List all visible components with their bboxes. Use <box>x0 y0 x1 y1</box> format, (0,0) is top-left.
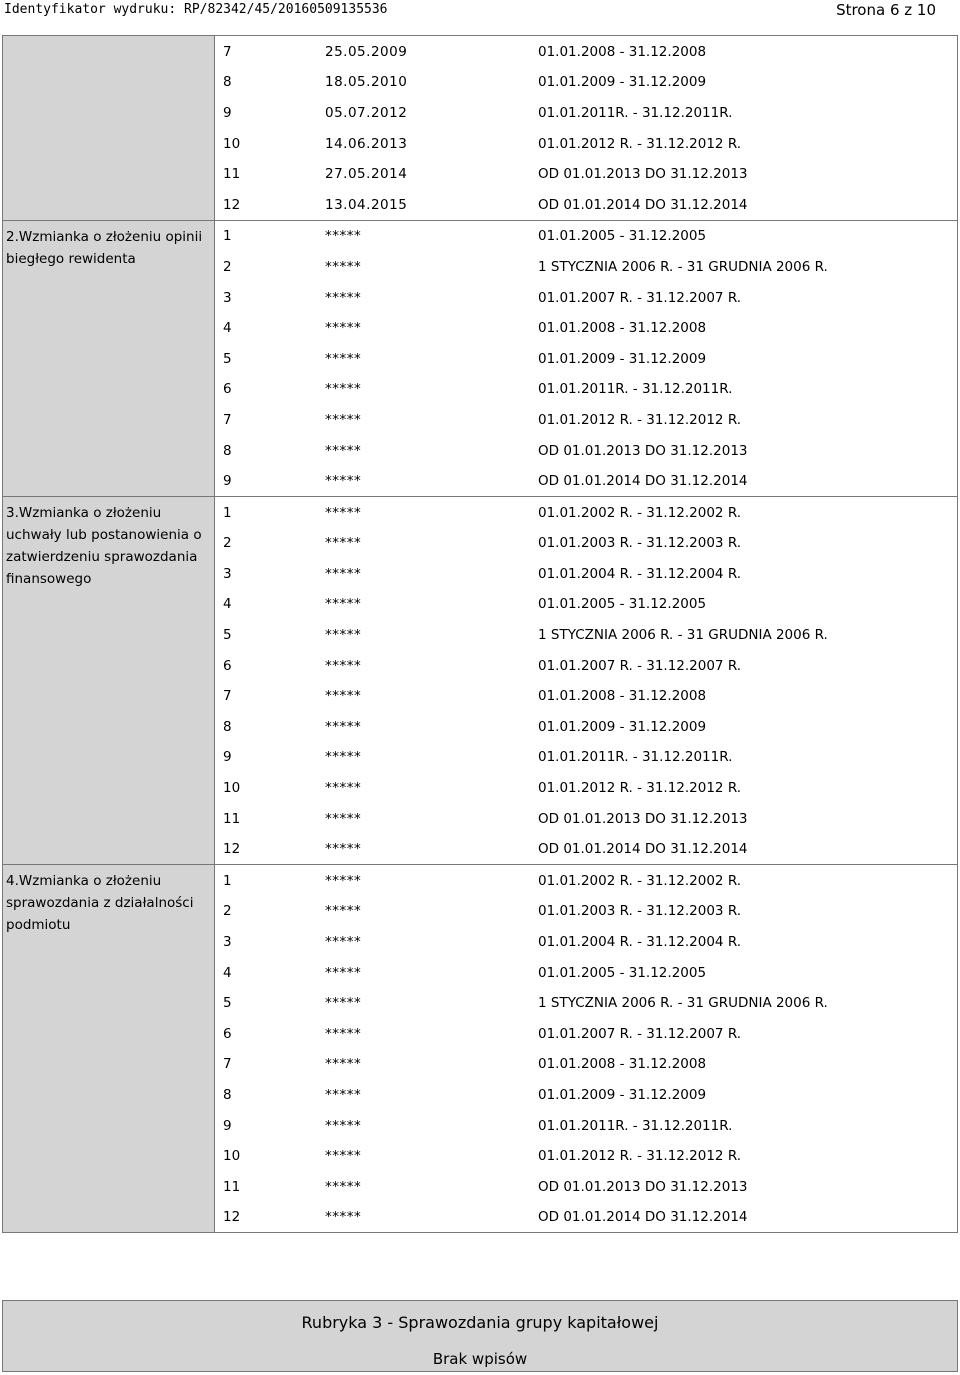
row-value: ***** <box>325 596 362 613</box>
row-value: ***** <box>325 228 362 245</box>
row-period: OD 01.01.2014 DO 31.12.2014 <box>538 196 748 213</box>
table-row <box>215 67 957 98</box>
row-number: 6 <box>223 1025 232 1042</box>
row-number: 7 <box>223 688 232 705</box>
table-row <box>215 772 957 803</box>
row-number: 12 <box>223 1209 241 1226</box>
row-number: 8 <box>223 1086 232 1103</box>
row-period: 01.01.2004 R. - 31.12.2004 R. <box>538 565 742 582</box>
row-period: 01.01.2012 R. - 31.12.2012 R. <box>538 135 742 152</box>
row-number: 9 <box>223 749 232 766</box>
table-row <box>215 987 957 1018</box>
table-row <box>215 189 957 220</box>
table-row <box>215 158 957 189</box>
table-row <box>215 528 957 559</box>
row-period: 01.01.2012 R. - 31.12.2012 R. <box>538 411 742 428</box>
row-number: 8 <box>223 718 232 735</box>
row-period: 01.01.2005 - 31.12.2005 <box>538 964 707 981</box>
row-period: OD 01.01.2013 DO 31.12.2013 <box>538 442 748 459</box>
row-number: 5 <box>223 627 232 644</box>
row-period: 01.01.2008 - 31.12.2008 <box>538 688 707 705</box>
row-value: ***** <box>325 995 362 1012</box>
rubryka-status: Brak wpisów <box>432 1350 528 1368</box>
page-number: Strona 6 z 10 <box>836 1 936 19</box>
table-row <box>215 1079 957 1110</box>
table-row <box>215 128 957 159</box>
row-value: ***** <box>325 964 362 981</box>
table-row <box>215 1140 957 1171</box>
table-row <box>215 1202 957 1233</box>
row-number: 10 <box>223 780 241 797</box>
row-period: OD 01.01.2013 DO 31.12.2013 <box>538 1178 748 1195</box>
row-value: ***** <box>325 1056 362 1073</box>
row-period: 01.01.2009 - 31.12.2009 <box>538 74 707 91</box>
row-period: 01.01.2009 - 31.12.2009 <box>538 1086 707 1103</box>
table-row <box>215 926 957 957</box>
section-label: 4.Wzmianka o złożeniu sprawozdania z działalności podmiotu <box>3 865 215 1232</box>
table-row <box>215 1049 957 1080</box>
row-number: 10 <box>223 1148 241 1165</box>
row-value: ***** <box>325 442 362 459</box>
row-number: 12 <box>223 196 241 213</box>
row-value: ***** <box>325 688 362 705</box>
table-row <box>215 404 957 435</box>
row-value: ***** <box>325 780 362 797</box>
print-identifier: Identyfikator wydruku: RP/82342/45/20160509135536 <box>4 2 388 17</box>
row-value: ***** <box>325 1086 362 1103</box>
section-rows <box>215 865 957 1232</box>
row-number: 9 <box>223 1117 232 1134</box>
row-number: 4 <box>223 320 232 337</box>
row-period: 01.01.2003 R. - 31.12.2003 R. <box>538 903 742 920</box>
table-row <box>215 865 957 896</box>
table-row <box>215 896 957 927</box>
rubryka-3-box <box>2 1300 958 1372</box>
row-value: ***** <box>325 258 362 275</box>
row-value: ***** <box>325 1025 362 1042</box>
row-value: ***** <box>325 350 362 367</box>
table-row <box>215 374 957 405</box>
row-value: ***** <box>325 872 362 889</box>
row-number: 7 <box>223 1056 232 1073</box>
row-number: 2 <box>223 535 232 552</box>
table-row <box>215 833 957 864</box>
table-row <box>215 435 957 466</box>
row-value: ***** <box>325 934 362 951</box>
row-number: 12 <box>223 841 241 858</box>
row-value: ***** <box>325 1117 362 1134</box>
row-number: 2 <box>223 258 232 275</box>
row-value: ***** <box>325 657 362 674</box>
row-number: 1 <box>223 504 232 521</box>
row-number: 7 <box>223 411 232 428</box>
table-section <box>3 496 957 864</box>
row-period: 1 STYCZNIA 2006 R. - 31 GRUDNIA 2006 R. <box>538 995 828 1012</box>
row-period: 01.01.2011R. - 31.12.2011R. <box>538 104 733 121</box>
row-value: 13.04.2015 <box>325 196 408 213</box>
table-section <box>3 864 957 1232</box>
table-row <box>215 680 957 711</box>
row-period: 1 STYCZNIA 2006 R. - 31 GRUDNIA 2006 R. <box>538 258 828 275</box>
table-row <box>215 36 957 67</box>
section-rows <box>215 36 957 220</box>
rubryka-title: Rubryka 3 - Sprawozdania grupy kapitałowej <box>301 1313 659 1332</box>
row-period: OD 01.01.2014 DO 31.12.2014 <box>538 1209 748 1226</box>
row-number: 4 <box>223 964 232 981</box>
row-number: 11 <box>223 810 241 827</box>
row-value: ***** <box>325 411 362 428</box>
table-row <box>215 282 957 313</box>
row-period: 01.01.2009 - 31.12.2009 <box>538 350 707 367</box>
row-value: ***** <box>325 289 362 306</box>
row-number: 1 <box>223 228 232 245</box>
row-number: 5 <box>223 995 232 1012</box>
row-period: 01.01.2005 - 31.12.2005 <box>538 228 707 245</box>
row-period: 01.01.2009 - 31.12.2009 <box>538 718 707 735</box>
row-number: 4 <box>223 596 232 613</box>
row-period: 01.01.2008 - 31.12.2008 <box>538 43 707 60</box>
row-period: 01.01.2011R. - 31.12.2011R. <box>538 749 733 766</box>
row-period: 01.01.2012 R. - 31.12.2012 R. <box>538 780 742 797</box>
row-period: 01.01.2007 R. - 31.12.2007 R. <box>538 657 742 674</box>
row-value: ***** <box>325 1148 362 1165</box>
table-row <box>215 711 957 742</box>
row-period: 01.01.2011R. - 31.12.2011R. <box>538 381 733 398</box>
table-row <box>215 803 957 834</box>
table-section <box>3 36 957 220</box>
row-value: ***** <box>325 810 362 827</box>
row-value: 05.07.2012 <box>325 104 408 121</box>
row-value: ***** <box>325 903 362 920</box>
table-row <box>215 1171 957 1202</box>
row-number: 5 <box>223 350 232 367</box>
section-label <box>3 36 215 220</box>
table-row <box>215 589 957 620</box>
row-number: 3 <box>223 934 232 951</box>
row-value: 27.05.2014 <box>325 166 408 183</box>
row-value: 14.06.2013 <box>325 135 408 152</box>
row-number: 9 <box>223 473 232 490</box>
row-period: 01.01.2004 R. - 31.12.2004 R. <box>538 934 742 951</box>
row-value: ***** <box>325 1178 362 1195</box>
row-value: ***** <box>325 841 362 858</box>
row-period: OD 01.01.2013 DO 31.12.2013 <box>538 166 748 183</box>
row-value: ***** <box>325 627 362 644</box>
row-value: ***** <box>325 565 362 582</box>
row-period: 01.01.2012 R. - 31.12.2012 R. <box>538 1148 742 1165</box>
row-number: 7 <box>223 43 232 60</box>
table-row <box>215 251 957 282</box>
row-number: 8 <box>223 74 232 91</box>
row-period: 01.01.2005 - 31.12.2005 <box>538 596 707 613</box>
row-number: 2 <box>223 903 232 920</box>
row-number: 1 <box>223 872 232 889</box>
row-period: 01.01.2011R. - 31.12.2011R. <box>538 1117 733 1134</box>
row-period: 01.01.2008 - 31.12.2008 <box>538 320 707 337</box>
row-period: 01.01.2003 R. - 31.12.2003 R. <box>538 535 742 552</box>
row-value: ***** <box>325 535 362 552</box>
row-period: OD 01.01.2013 DO 31.12.2013 <box>538 810 748 827</box>
row-number: 8 <box>223 442 232 459</box>
table-row <box>215 312 957 343</box>
row-period: 01.01.2002 R. - 31.12.2002 R. <box>538 504 742 521</box>
table-section <box>3 220 957 496</box>
row-number: 11 <box>223 166 241 183</box>
table-row <box>215 221 957 252</box>
row-number: 6 <box>223 657 232 674</box>
table-row <box>215 742 957 773</box>
table-row <box>215 1018 957 1049</box>
row-value: ***** <box>325 1209 362 1226</box>
row-value: ***** <box>325 718 362 735</box>
registry-table <box>2 35 958 1233</box>
row-value: ***** <box>325 749 362 766</box>
print-header <box>0 0 960 20</box>
row-value: ***** <box>325 504 362 521</box>
table-row <box>215 619 957 650</box>
row-period: 01.01.2008 - 31.12.2008 <box>538 1056 707 1073</box>
section-label: 3.Wzmianka o złożeniu uchwały lub postanowienia o zatwierdzeniu sprawozdania finansowego <box>3 497 215 864</box>
table-row <box>215 650 957 681</box>
row-number: 3 <box>223 289 232 306</box>
row-period: 01.01.2007 R. - 31.12.2007 R. <box>538 1025 742 1042</box>
row-value: 25.05.2009 <box>325 43 408 60</box>
section-rows <box>215 497 957 864</box>
row-period: OD 01.01.2014 DO 31.12.2014 <box>538 841 748 858</box>
row-number: 10 <box>223 135 241 152</box>
row-number: 3 <box>223 565 232 582</box>
row-period: 01.01.2002 R. - 31.12.2002 R. <box>538 872 742 889</box>
row-number: 11 <box>223 1178 241 1195</box>
row-value: ***** <box>325 473 362 490</box>
table-row <box>215 465 957 496</box>
row-period: OD 01.01.2014 DO 31.12.2014 <box>538 473 748 490</box>
table-row <box>215 1110 957 1141</box>
table-row <box>215 97 957 128</box>
row-value: ***** <box>325 320 362 337</box>
table-row <box>215 558 957 589</box>
row-number: 6 <box>223 381 232 398</box>
section-rows <box>215 221 957 496</box>
row-value: 18.05.2010 <box>325 74 408 91</box>
row-number: 9 <box>223 104 232 121</box>
section-label: 2.Wzmianka o złożeniu opinii biegłego rewidenta <box>3 221 215 496</box>
table-row <box>215 497 957 528</box>
table-row <box>215 957 957 988</box>
row-period: 01.01.2007 R. - 31.12.2007 R. <box>538 289 742 306</box>
row-value: ***** <box>325 381 362 398</box>
row-period: 1 STYCZNIA 2006 R. - 31 GRUDNIA 2006 R. <box>538 627 828 644</box>
table-row <box>215 343 957 374</box>
